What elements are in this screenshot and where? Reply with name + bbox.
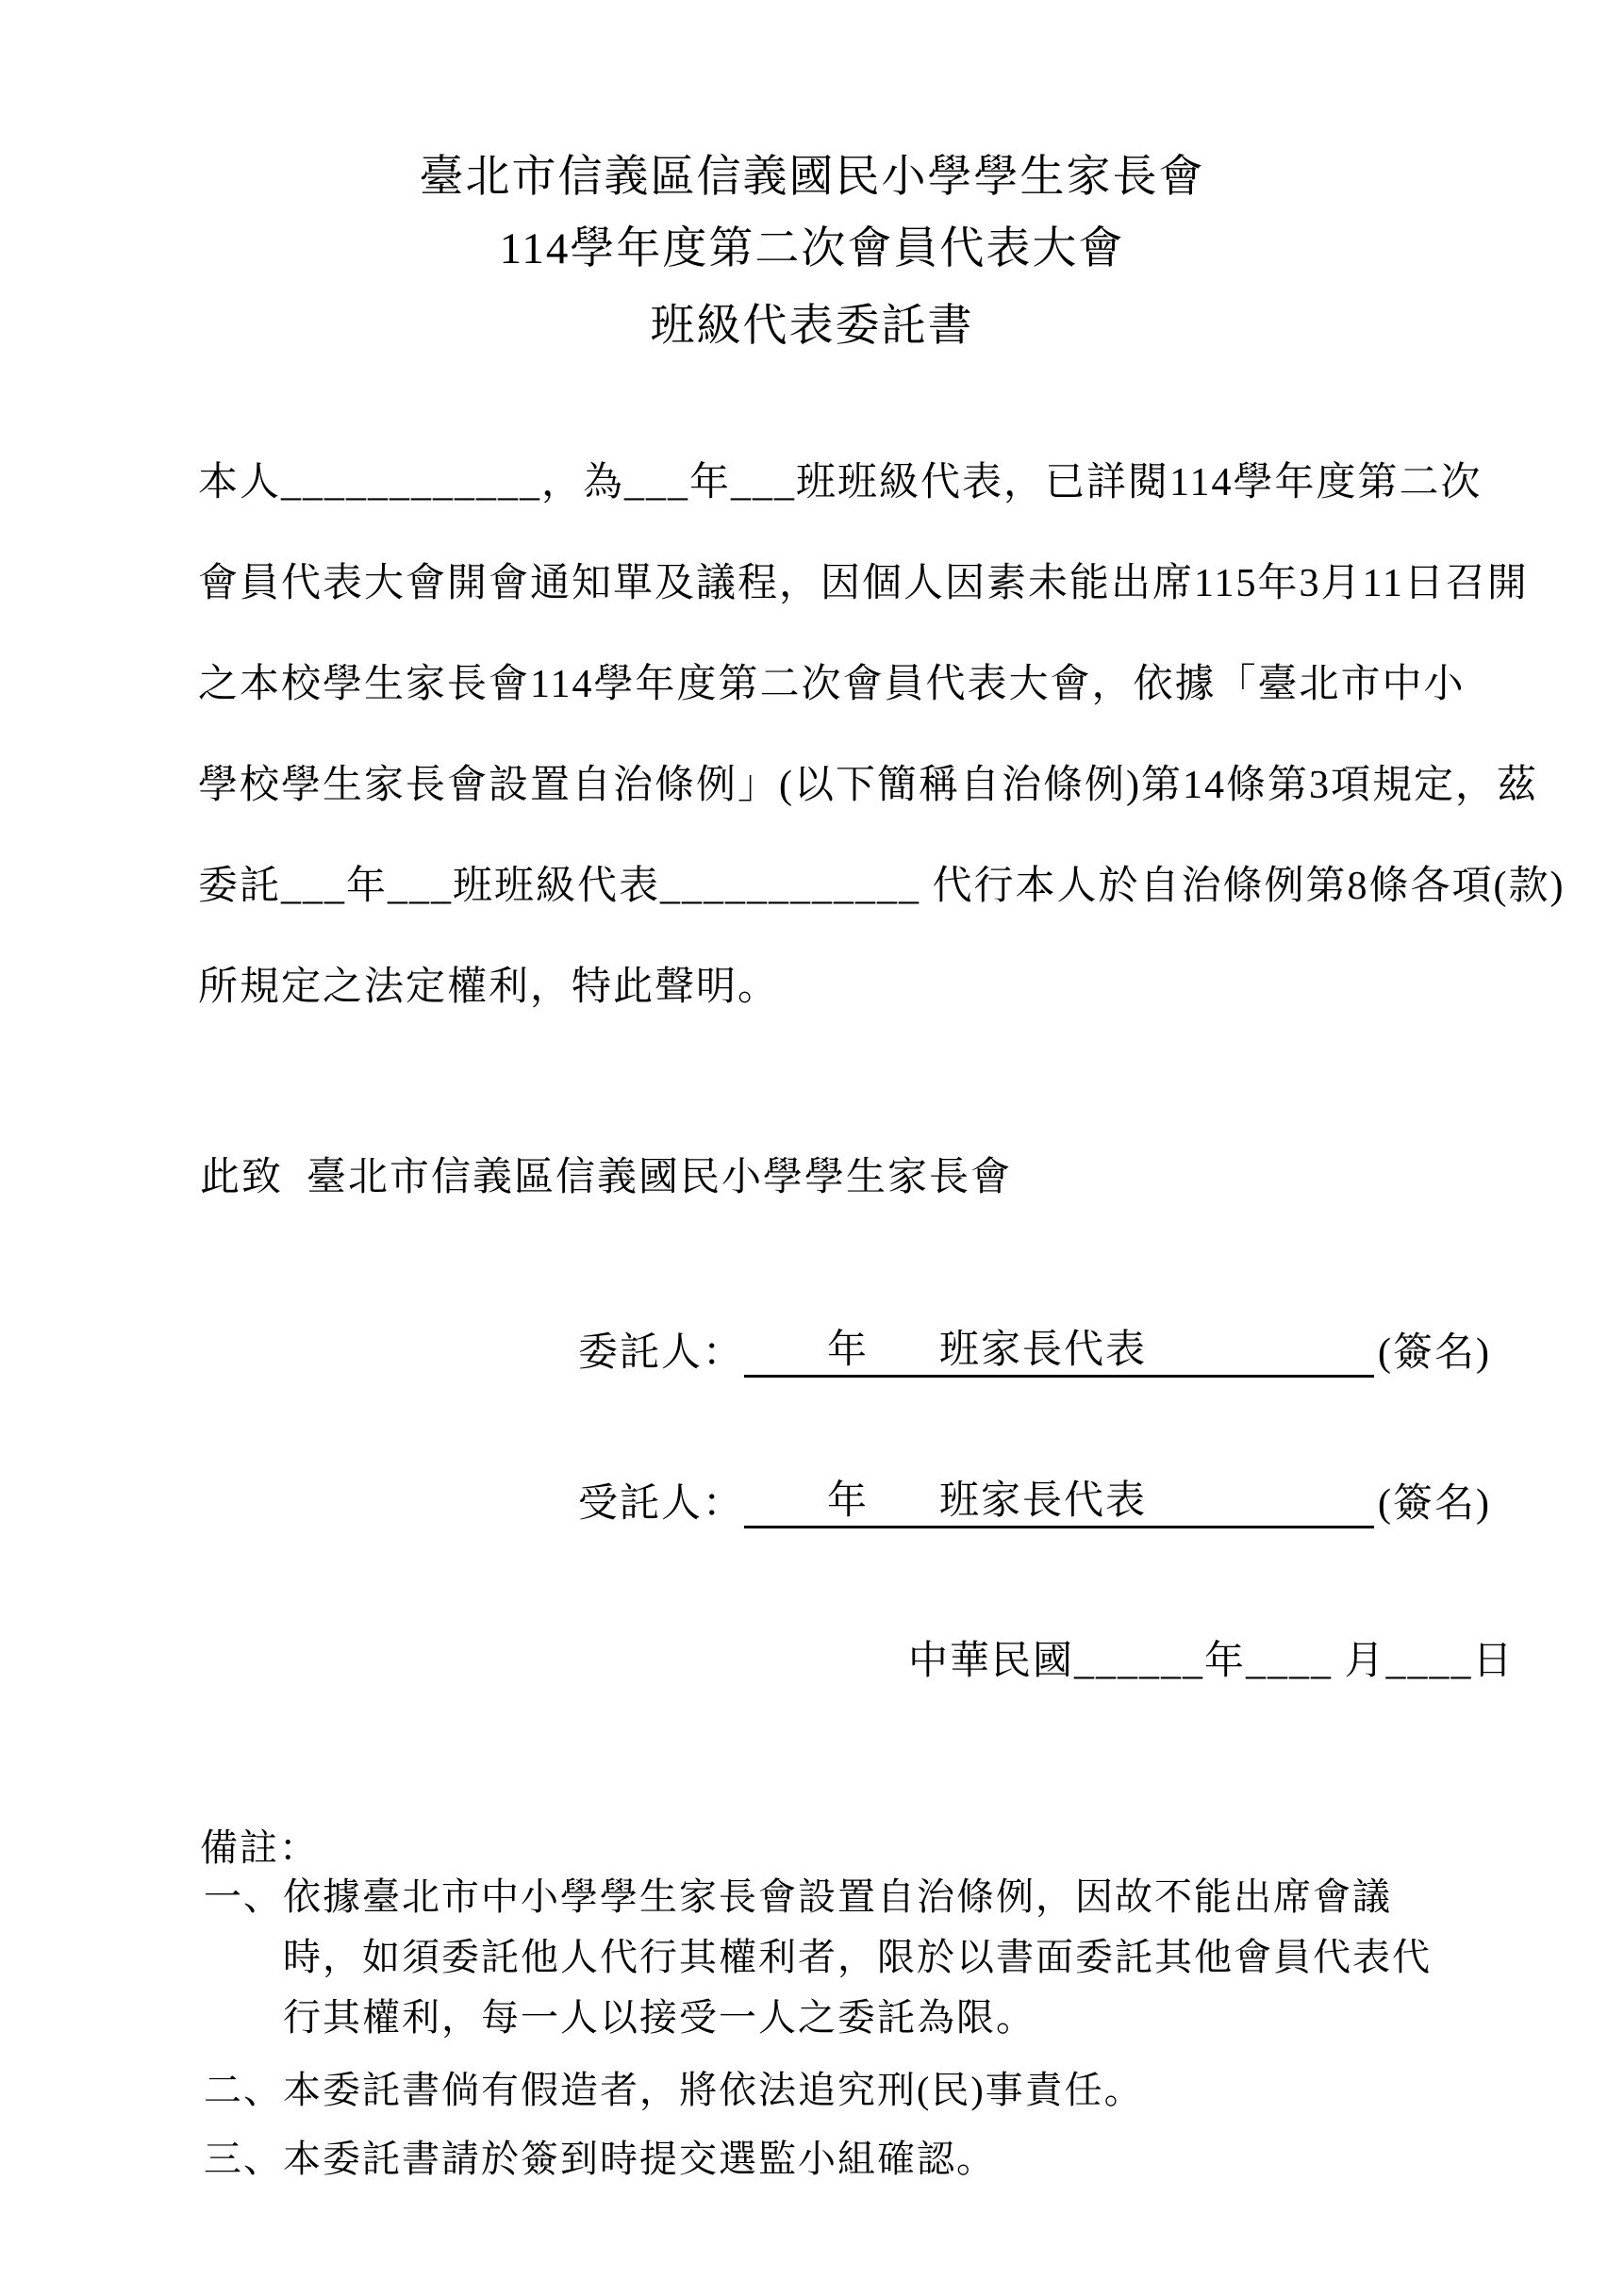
proxy-signature-row [578, 1469, 1491, 1528]
title-form-name: 班級代表委託書 [650, 302, 974, 351]
proxy-line-text: 年 班家長代表 [827, 1479, 1148, 1523]
proxy-label: 受託人： [578, 1482, 745, 1526]
note-3 [204, 2129, 1462, 2189]
roc-date-line: 中華民國______年____ 月____日 [908, 1640, 1515, 1683]
note-2-marker: 二、 [204, 2069, 283, 2111]
principal-signature-row [578, 1318, 1491, 1378]
note-1-marker: 一、 [204, 1875, 283, 1918]
body-line-3: 之本校學生家長會114學年度第二次會員代表大會，依據「臺北市中小 [198, 663, 1466, 706]
proxy-signature-blank [744, 1469, 1374, 1528]
salutation-line: 此致 臺北市信義區信義國民小學學生家長會 [200, 1156, 1013, 1199]
note-2 [204, 2060, 1462, 2121]
body-line-1: 本人____________，為___年___班班級代表，已詳閱114學年度第二次 [198, 461, 1483, 504]
principal-line-text: 年 班家長代表 [827, 1329, 1148, 1372]
body-line-2: 會員代表大會開會通知單及議程，因個人因素未能出席115年3月11日召開 [198, 562, 1529, 605]
notes-label: 備註： [200, 1826, 319, 1869]
body-line-5: 委託___年___班班級代表____________ 代行本人於自治條例第8條各項(款) [198, 865, 1566, 908]
title-meeting-session: 114學年度第二次會員代表大會 [499, 224, 1125, 273]
note-1-text: 依據臺北市中小學學生家長會設置自治條例，因故不能出席會議時，如須委託他人代行其權利者，限於以書面委託其他會員代表代行其權利，每一人以接受一人之委託為限。 [283, 1875, 1432, 2039]
note-2-text: 本委託書倘有假造者，將依法追究刑(民)事責任。 [283, 2069, 1144, 2111]
note-1 [204, 1867, 1462, 2048]
note-3-text: 本委託書請於簽到時提交選監小組確認。 [283, 2138, 996, 2180]
title-school-association: 臺北市信義區信義國民小學學生家長會 [419, 153, 1205, 202]
proxy-sign-hint: (簽名) [1378, 1482, 1491, 1526]
principal-label: 委託人： [578, 1331, 745, 1375]
principal-signature-blank [744, 1318, 1374, 1378]
principal-sign-hint: (簽名) [1378, 1331, 1491, 1375]
body-line-4: 學校學生家長會設置自治條例」(以下簡稱自治條例)第14條第3項規定，茲 [198, 764, 1538, 807]
body-line-6: 所規定之法定權利，特此聲明。 [198, 966, 780, 1009]
note-3-marker: 三、 [204, 2138, 283, 2180]
